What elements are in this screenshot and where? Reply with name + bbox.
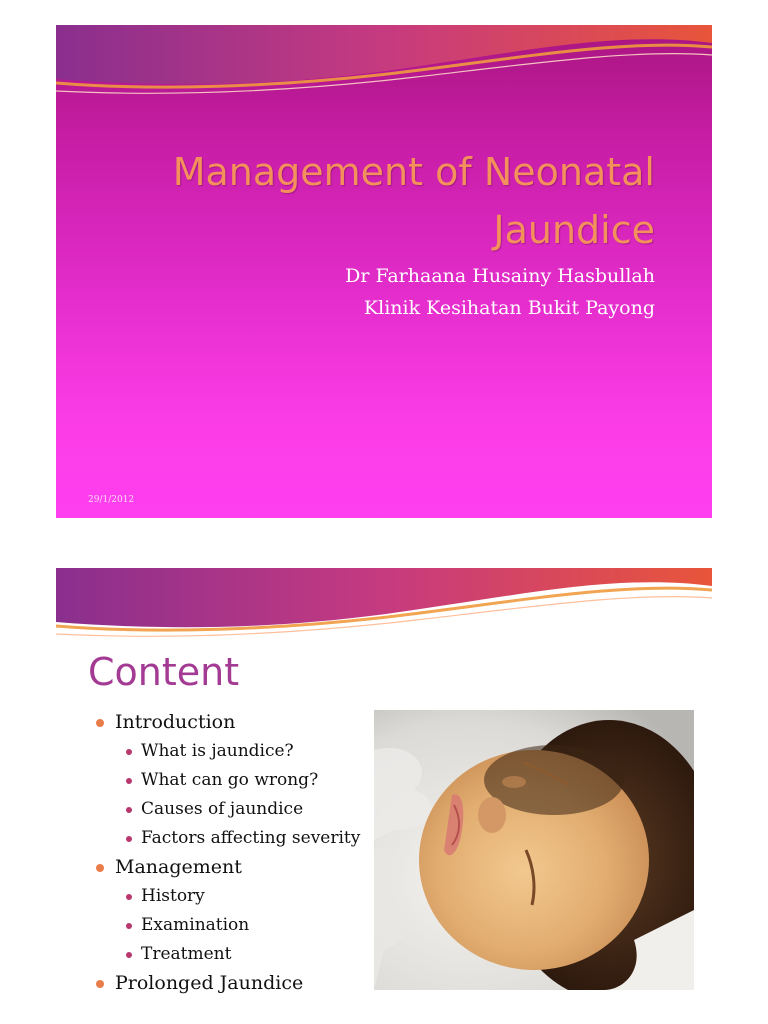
bullet-icon [126, 836, 132, 842]
slide-title: Content [88, 650, 240, 694]
outline-subitem [94, 766, 394, 795]
author-name: Dr Farhaana Husainy Hasbullah [345, 265, 655, 287]
content-slide [56, 568, 712, 1024]
bullet-icon [96, 719, 104, 727]
outline-subitem [94, 795, 394, 824]
outline-subitem-label: Examination [141, 915, 250, 935]
outline-subitem-label: Treatment [141, 944, 232, 964]
slide-title [95, 143, 655, 259]
outline-item-label: Management [115, 856, 242, 878]
bullet-icon [96, 864, 104, 872]
title-line-2: Jaundice [493, 208, 655, 252]
slide-subtitle [155, 260, 655, 324]
outline-item-label: Prolonged Jaundice [115, 972, 304, 994]
outline-item-label: Introduction [115, 711, 236, 733]
outline-subitem-label: Causes of jaundice [141, 799, 304, 819]
bullet-icon [126, 894, 132, 900]
header-wave-decoration [56, 568, 712, 648]
outline-subitem [94, 737, 394, 766]
bullet-icon [126, 749, 132, 755]
outline-subitem-label: Factors affecting severity [141, 828, 361, 848]
outline-subitem-label: History [141, 886, 205, 906]
bullet-icon [126, 807, 132, 813]
outline-subitem [94, 911, 394, 940]
title-line-1: Management of Neonatal [172, 150, 655, 194]
outline-subitem [94, 882, 394, 911]
bullet-icon [126, 952, 132, 958]
bullet-icon [96, 980, 104, 988]
outline-item [94, 708, 394, 737]
outline-subitem [94, 940, 394, 969]
clinic-name: Klinik Kesihatan Bukit Payong [363, 297, 655, 319]
outline-item [94, 969, 394, 998]
header-wave-decoration [56, 25, 712, 105]
bullet-icon [126, 778, 132, 784]
newborn-photo [374, 710, 694, 990]
outline-subitem-label: What is jaundice? [141, 741, 294, 761]
title-slide [56, 25, 712, 518]
outline-item [94, 853, 394, 882]
slide-date: 29/1/2012 [88, 495, 135, 505]
outline-subitem [94, 824, 394, 853]
bullet-icon [126, 923, 132, 929]
content-outline [94, 708, 394, 998]
outline-subitem-label: What can go wrong? [141, 770, 319, 790]
